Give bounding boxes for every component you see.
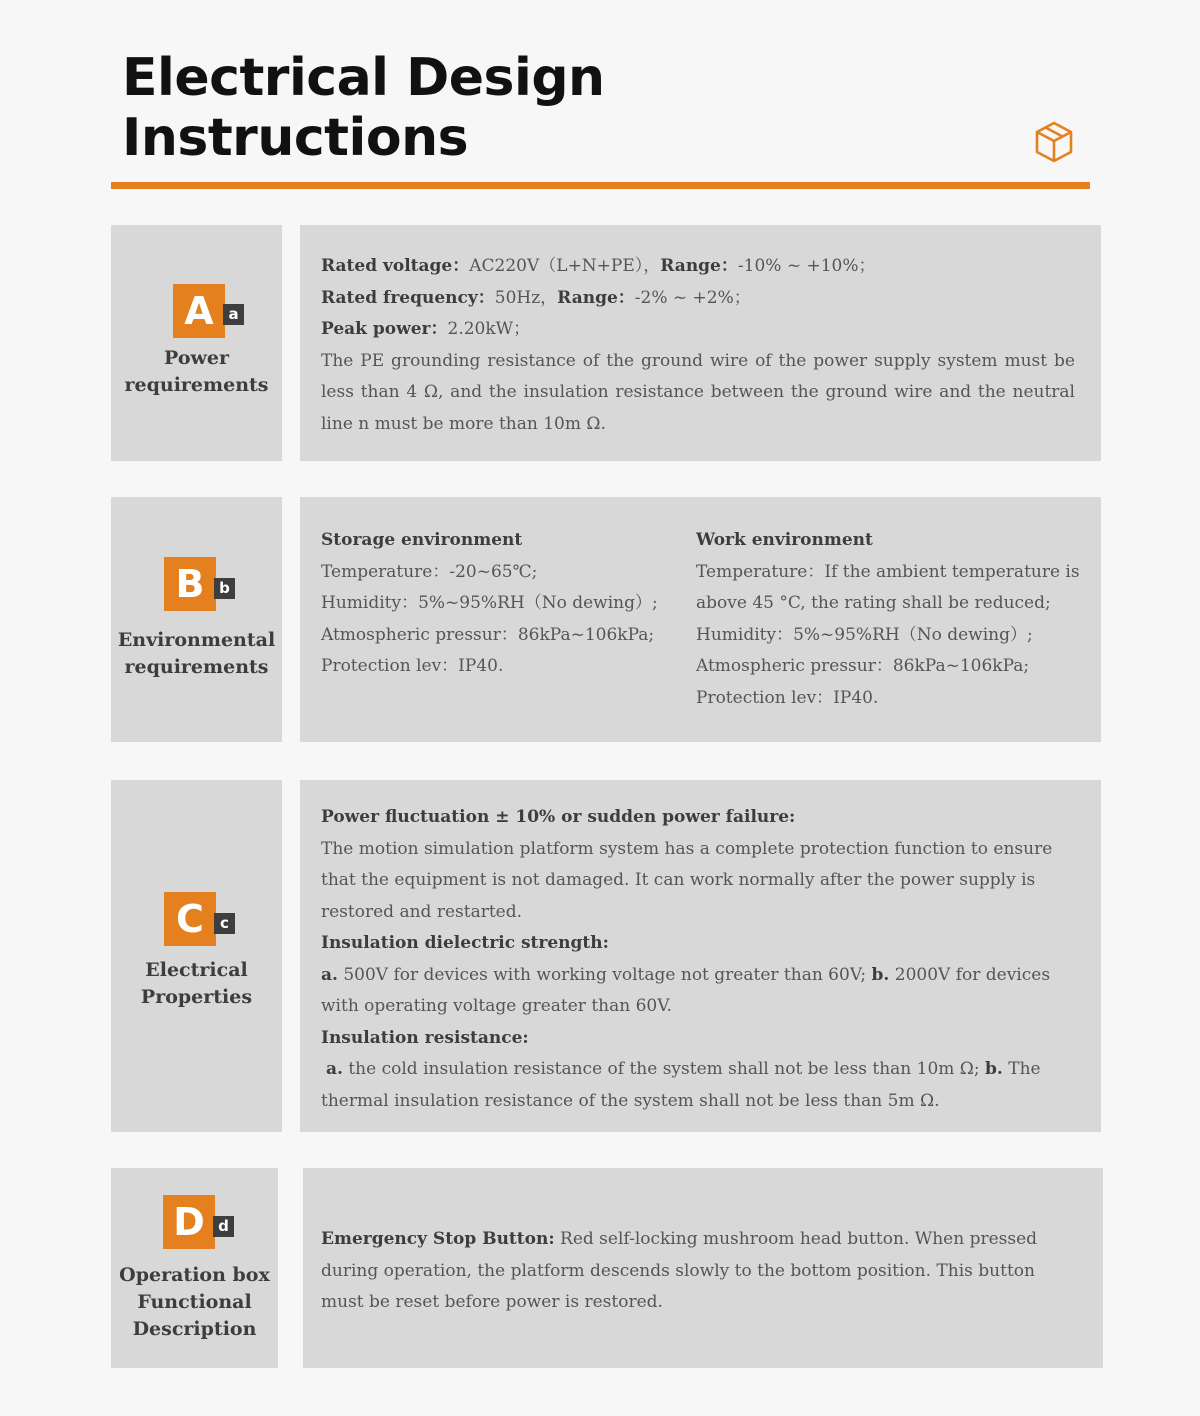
section-d-title-line3: Description <box>132 1318 257 1340</box>
section-a-badge <box>111 284 282 340</box>
badge-letter-small: d <box>213 1216 234 1237</box>
work-line: Atmospheric pressur：86kPa~106kPa; <box>696 656 1030 676</box>
item-marker: b. <box>985 1059 1003 1079</box>
badge-letter-small: c <box>214 913 235 934</box>
resistance-a-text: the cold insulation resistance of the system shall not be less than 10m Ω; <box>348 1059 980 1079</box>
grounding-text: The PE grounding resistance of the ground wire of the power supply system must be less than 4 Ω, and the insulation resistance between the ground wire and the neutral line n must be more than 10m Ω. <box>321 350 1075 434</box>
section-a-label <box>111 225 282 461</box>
badge-letter-small: a <box>223 304 244 325</box>
section-b-title-line1: Environmental <box>117 629 276 651</box>
dielectric-a-text: 500V for devices with working voltage not greater than 60V; <box>343 964 867 985</box>
rated-voltage-label: Rated voltage： <box>321 256 470 276</box>
work-line: Protection lev：IP40. <box>696 687 879 708</box>
section-c-title-line2: Properties <box>140 986 253 1008</box>
rated-frequency-value: 50Hz， <box>494 287 558 308</box>
range-value: -2% ~ +2%； <box>634 287 751 308</box>
storage-line: Atmospheric pressur：86kPa~106kPa; <box>321 624 655 645</box>
range-label: Range： <box>557 287 635 308</box>
section-a-title <box>111 345 282 399</box>
storage-line: Protection lev：IP40. <box>321 656 504 676</box>
fluctuation-heading: Power fluctuation ± 10% or sudden power failure: <box>321 807 796 827</box>
cube-icon <box>1033 120 1075 164</box>
section-b-content <box>300 497 1101 742</box>
resistance-text <box>321 1054 1066 1117</box>
storage-line: Temperature：-20~65℃; <box>321 561 538 582</box>
page-title-line2: Instructions <box>122 108 469 168</box>
estop-label: Emergency Stop Button: <box>321 1229 555 1249</box>
page-title <box>122 48 605 168</box>
section-d-title <box>111 1262 278 1343</box>
badge-letter-big: C <box>164 892 216 946</box>
fluctuation-text: The motion simulation platform system has a complete protection function to ensure that the equipment is not damaged. It can work normally after the power supply is restored and restarted. <box>321 838 1053 922</box>
peak-power-row <box>321 314 1075 346</box>
resistance-b-text: The thermal insulation resistance of the system shall not be less than 5m Ω. <box>321 1059 1041 1111</box>
section-d-label <box>111 1168 278 1368</box>
header-divider <box>111 182 1090 189</box>
item-marker: a. <box>326 1059 343 1079</box>
item-marker: b. <box>871 964 890 985</box>
storage-heading: Storage environment <box>321 530 523 550</box>
resistance-heading: Insulation resistance: <box>321 1027 529 1048</box>
badge-letter-big: B <box>164 557 216 611</box>
rated-voltage-value: AC220V（L+N+PE）， <box>469 256 661 276</box>
estop-text: Red self-locking mushroom head button. When pressed during operation, the platform descends slowly to the bottom position. This button must be reset before power is restored. <box>321 1229 1038 1312</box>
section-d-title-line1: Operation box <box>119 1264 270 1286</box>
section-b-title-line2: requirements <box>124 656 269 678</box>
page-title-line1: Electrical Design <box>122 48 605 108</box>
section-b-title <box>111 627 282 681</box>
estop-description <box>321 1224 1061 1319</box>
section-c-title-line1: Electrical <box>145 959 248 981</box>
rated-frequency-label: Rated frequency： <box>321 287 495 308</box>
section-a-content <box>300 225 1101 461</box>
dielectric-heading: Insulation dielectric strength: <box>321 933 609 953</box>
dielectric-text <box>321 960 1066 1023</box>
section-d-content <box>303 1168 1103 1368</box>
section-a-title-line1: Power <box>164 347 229 369</box>
range-value: -10% ~ +10%； <box>737 256 876 276</box>
section-b-badge <box>111 557 282 613</box>
storage-line: Humidity：5%~95%RH（No dewing）; <box>321 593 658 613</box>
badge-letter-small: b <box>214 578 235 599</box>
badge-letter-big: A <box>173 284 225 338</box>
range-label: Range： <box>660 256 738 276</box>
section-a-title-line2: requirements <box>124 374 269 396</box>
section-b-label <box>111 497 282 742</box>
peak-power-value: 2.20kW； <box>447 319 531 339</box>
section-d-badge <box>111 1195 278 1251</box>
work-heading: Work environment <box>696 530 873 550</box>
storage-environment <box>321 525 671 683</box>
section-c-title <box>111 957 282 1011</box>
work-environment <box>696 525 1086 714</box>
rated-voltage-row <box>321 251 1075 283</box>
work-line: Humidity：5%~95%RH（No dewing）; <box>696 624 1033 645</box>
dielectric-b-text: 2000V for devices with operating voltage greater than 60V. <box>321 964 1051 1016</box>
work-line: above 45 °C, the rating shall be reduced; <box>696 593 1051 613</box>
peak-power-label: Peak power： <box>321 319 448 339</box>
section-d-title-line2: Functional <box>137 1291 252 1313</box>
item-marker: a. <box>321 964 338 985</box>
rated-frequency-row <box>321 283 1075 315</box>
badge-letter-big: D <box>163 1195 215 1249</box>
work-line: Temperature：If the ambient temperature is <box>696 561 1080 582</box>
section-c-label <box>111 780 282 1132</box>
section-c-content <box>300 780 1101 1132</box>
section-c-badge <box>111 892 282 948</box>
